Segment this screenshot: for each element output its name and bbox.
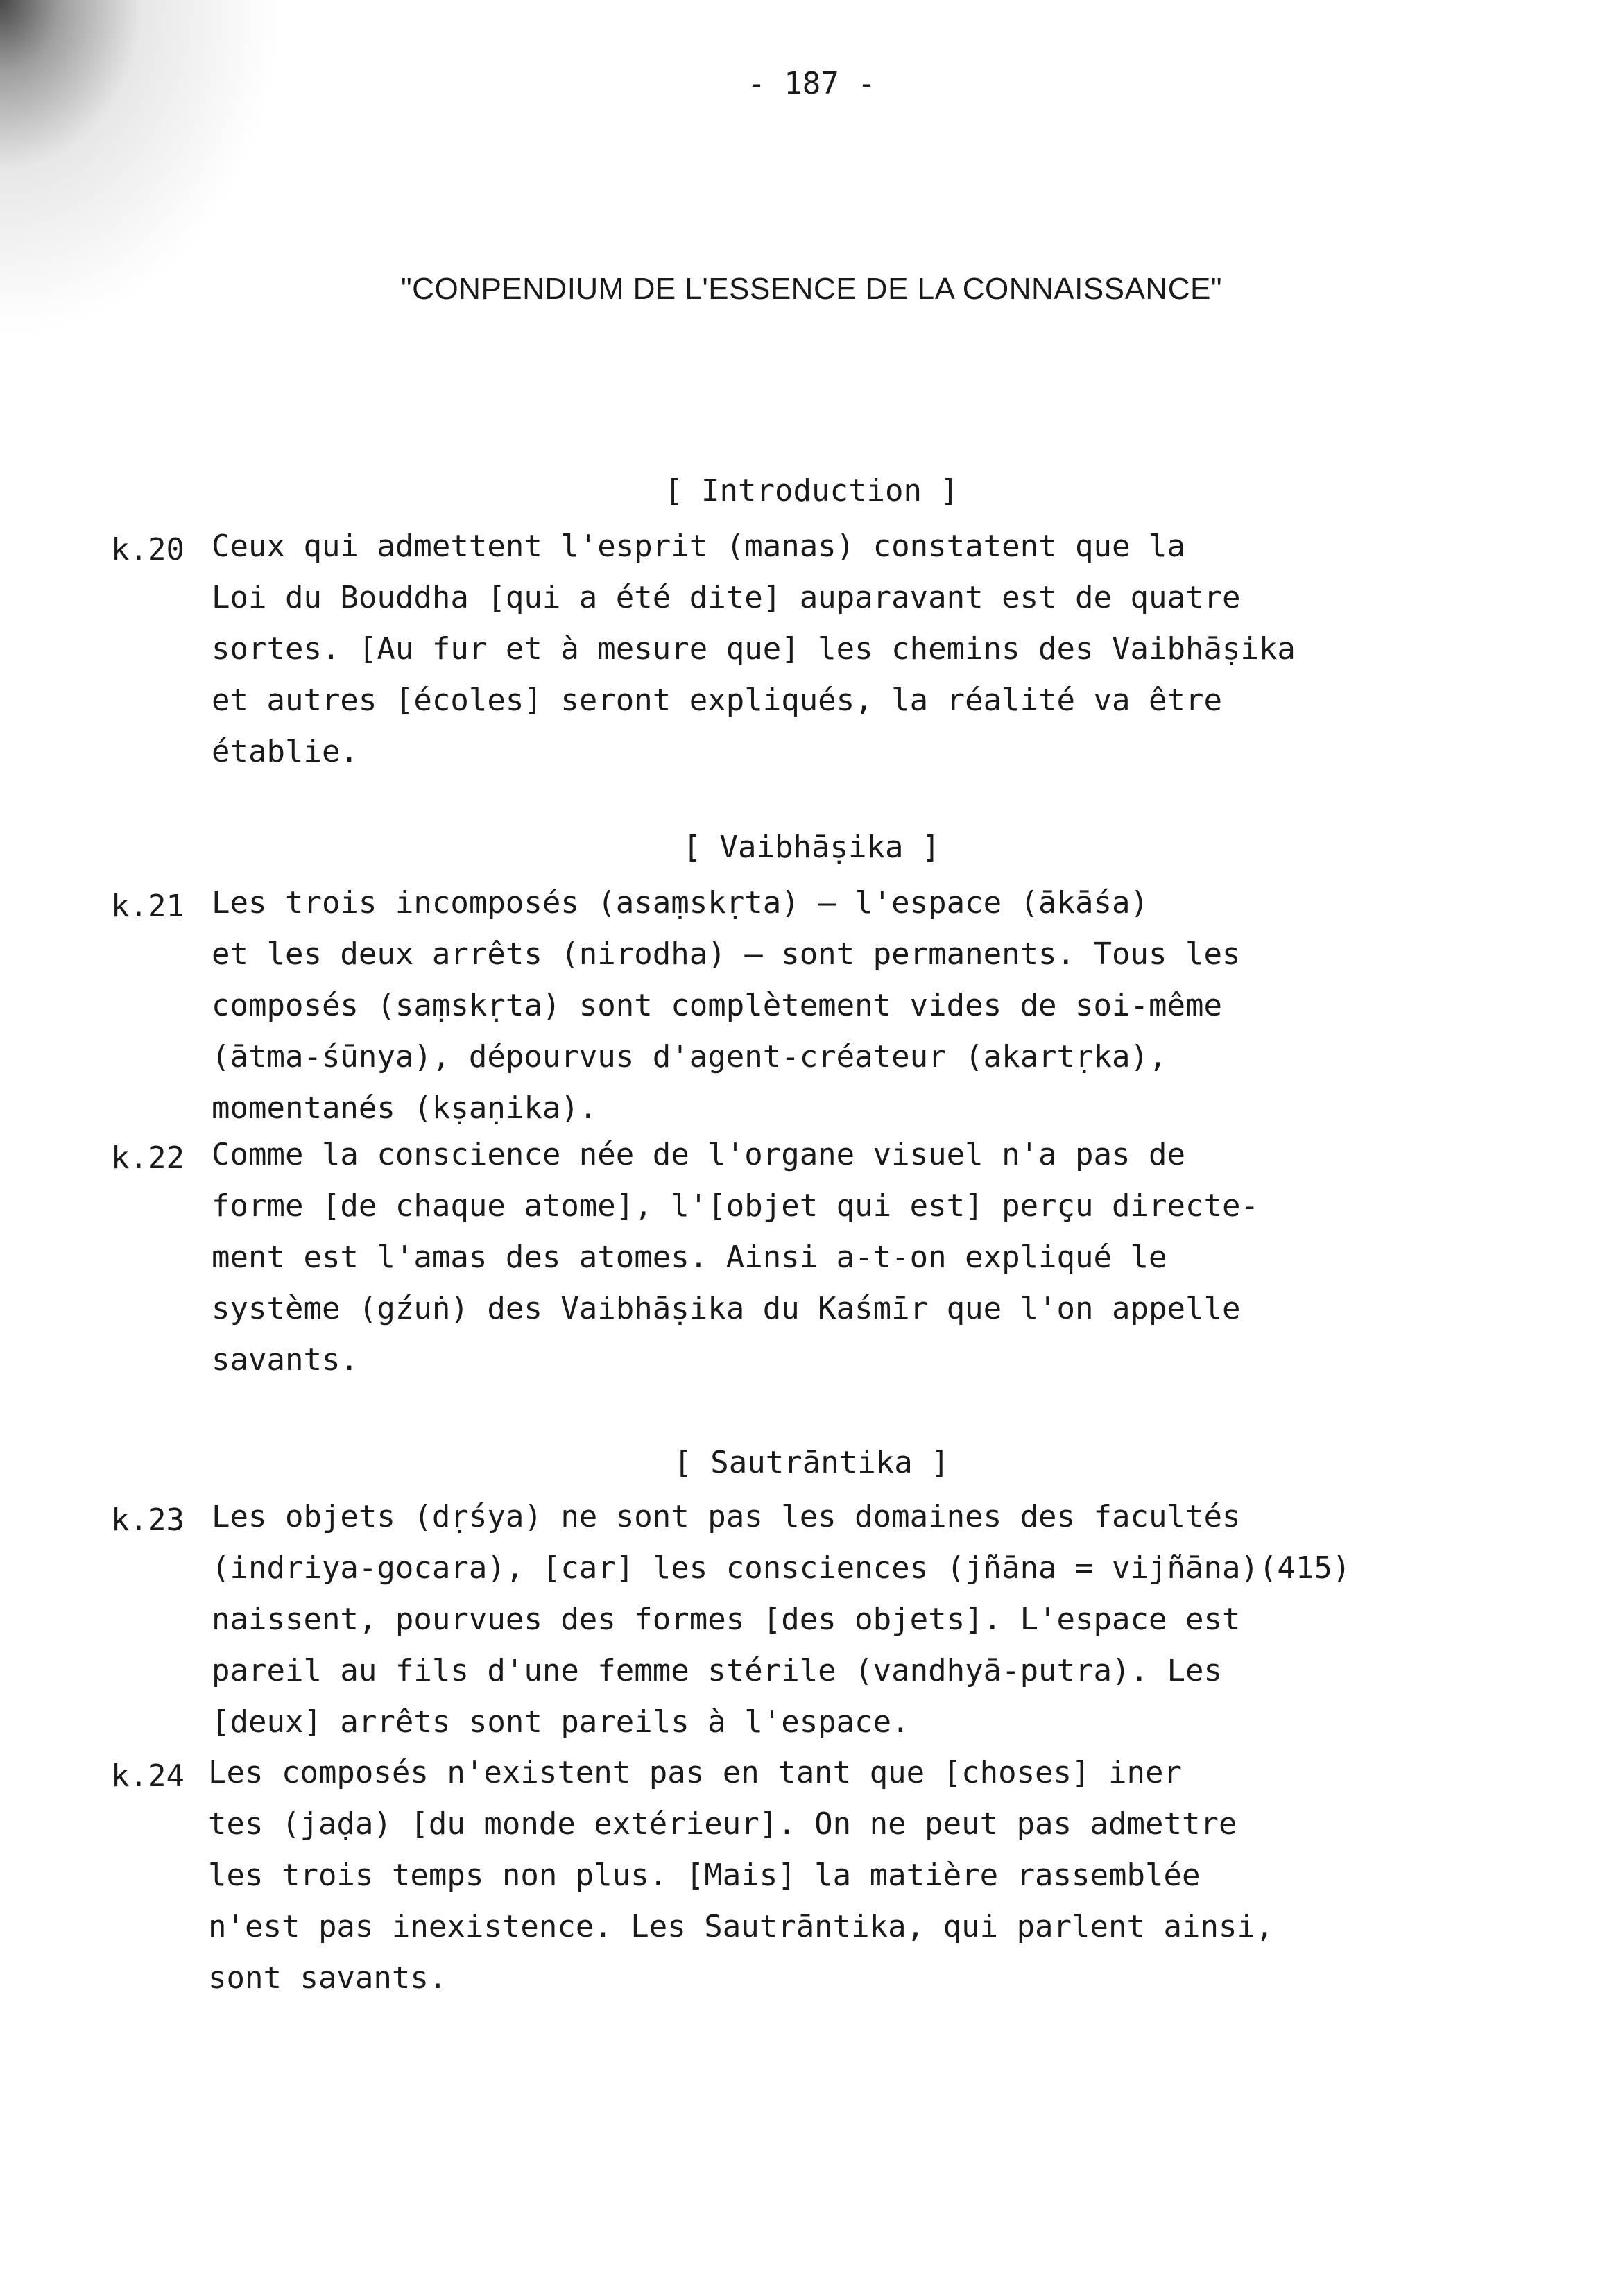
- verse-text: Les composés n'existent pas en tant que [choses] iner tes (jaḍa) [du monde extérieur]. On ne peut pas admettre les trois temps non plus. [Mais] la matière rassemblée n'est pas inexistence. Les Sautrāntika, qui parlent ainsi, sont savants.: [208, 1755, 1274, 1996]
- verse-ref: k.21: [111, 889, 184, 924]
- verse-text: Les trois incomposés (asaṃskṛta) — l'espace (ākāśa) et les deux arrêts (nirodha) — sont permanents. Tous les composés (saṃskṛta) sont complètement vides de soi-même (ātma-śūnya), dépourvus d'agent-créateur (akartṛka), momentanés (kṣaṇika).: [212, 885, 1241, 1126]
- verse-text: Ceux qui admettent l'esprit (manas) constatent que la Loi du Bouddha [qui a été dite] auparavant est de quatre sortes. [Au fur et à mesure que] les chemins des Vaibhāṣika et autres [écoles] seront expliqués, la réalité va être établie.: [212, 529, 1296, 769]
- verse-text: Les objets (dṛśya) ne sont pas les domaines des facultés (indriya-gocara), [car] les consciences (jñāna = vijñāna)(415) naissent, pourvues des formes [des objets]. L'espace est pareil au fils d'une femme stérile (vandhyā-putra). Les [deux] arrêts sont pareils à l'espace.: [212, 1499, 1351, 1740]
- document-title: "CONPENDIUM DE L'ESSENCE DE LA CONNAISSANCE": [401, 272, 1222, 306]
- page-number: - 187 -: [747, 66, 876, 101]
- verse-ref: k.23: [111, 1502, 184, 1538]
- scan-shadow: [0, 0, 361, 430]
- verse-ref: k.22: [111, 1140, 184, 1176]
- section-heading-introduction: [ Introduction ]: [664, 473, 959, 508]
- verse-ref: k.20: [111, 532, 184, 567]
- section-heading-sautrantika: [ Sautrāntika ]: [673, 1445, 950, 1480]
- section-heading-vaibhasika: [ Vaibhāṣika ]: [682, 830, 941, 865]
- verse-ref: k.24: [111, 1758, 184, 1794]
- verse-text: Comme la conscience née de l'organe visuel n'a pas de forme [de chaque atome], l'[objet qui est] perçu directe- ment est l'amas des atomes. Ainsi a-t-on expliqué le système (gźuṅ) des Vaibhāṣika du Kaśmīr que l'on appelle savants.: [212, 1137, 1259, 1378]
